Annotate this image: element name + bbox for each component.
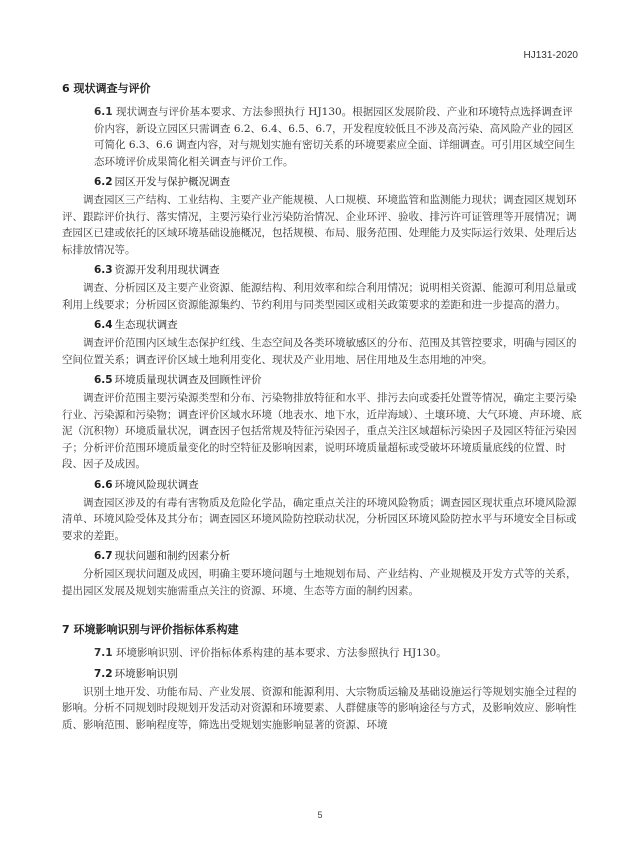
section-6-4-number: 6.4: [94, 319, 113, 331]
section-6-6-heading: [94, 477, 582, 493]
section-6-1-text: 现状调查与评价基本要求、方法参照执行 HJ130。根据园区发展阶段、产业和环境特点选择调查评价内容，新设立园区只需调查 6.2、6.4、6.5、6.7，开发程度较低且不涉及高污染、高风险产业的园区可简化 6.3、6.6 调查内容，对与规划实施有密切关系的环境要素应全面、详细调查。可引用区域空间生态环境评价成果简化相关调查与评价工作。: [94, 106, 576, 168]
section-6-7-text: 分析园区现状问题及成因，明确主要环境问题与土地规划布局、产业结构、产业规模及开发方式等的关系，提出园区发展及规划实施需重点关注的资源、环境、生态等方面的制约因素。: [62, 568, 577, 597]
section-6-1-paragraph: [94, 104, 582, 170]
section-7-2-title: 环境影响识别: [114, 667, 178, 680]
section-7-1-text: 环境影响识别、评价指标体系构建的基本要求、方法参照执行 HJ130。: [115, 647, 447, 659]
section-7-1-number: 7.1: [94, 647, 113, 659]
section-6-5-number: 6.5: [94, 374, 113, 386]
section-6-1-number: 6.1: [94, 106, 113, 118]
section-7-2-number: 7.2: [94, 667, 113, 680]
section-6-heading: 6 现状调查与评价: [62, 82, 151, 95]
section-6-3-title: 资源开发利用现状调查: [114, 264, 220, 276]
section-6-6-number: 6.6: [94, 478, 113, 491]
section-6-2-number: 6.2: [94, 176, 113, 188]
section-6-5-title: 环境质量现状调查及回顾性评价: [114, 374, 262, 386]
section-7-1-paragraph: [94, 645, 582, 662]
section-6-7-number: 6.7: [94, 550, 113, 562]
section-6-3-text: 调查、分析园区及主要产业资源、能源结构、利用效率和综合利用情况；说明相关资源、能源可利用总量或利用上线要求；分析园区资源能源集约、节约利用与同类型园区或相关政策要求的差距和进一步提高的潜力。: [62, 282, 577, 311]
section-6-3-number: 6.3: [94, 264, 113, 276]
section-6-4-heading: [94, 317, 582, 333]
section-6-2-title: 园区开发与保护概况调查: [114, 176, 231, 188]
section-6-7-heading: [94, 548, 582, 564]
section-6-6-text: 调查园区涉及的有毒有害物质及危险化学品，确定重点关注的环境风险物质；调查园区现状重点环境风险源清单、环境风险受体及其分布；调查园区环境风险防控联动状况，分析园区环境风险防控水平与环境安全目标或要求的差距。: [62, 496, 577, 542]
standard-code: HJ131-2020: [523, 50, 578, 61]
section-7-2-text: 识别土地开发、功能布局、产业发展、资源和能源利用、大宗物质运输及基础设施运行等规划实施全过程的影响。分析不同规划时段规划开发活动对资源和环境要素、人群健康等的影响途径与方式，及影响效应、影响性质、影响范围、影响程度等，筛选出受规划实施影响显著的资源、环境: [62, 685, 577, 731]
section-7-2-heading: [94, 666, 582, 682]
section-6-2-heading: [94, 174, 582, 190]
section-6-2-text: 调查园区三产结构、工业结构、主要产业产能规模、人口规模、环境监管和监测能力现状；调查园区规划环评、跟踪评价执行、落实情况，主要污染行业污染防治情况、企业环评、验收、排污许可证管理等开展情况；调查园区已建或依托的区域环境基础设施概况，包括规模、布局、服务范围、处理能力及实际运行效果、处理后达标排放情况等。: [62, 194, 577, 256]
section-6-4-title: 生态现状调查: [114, 319, 178, 331]
section-6-4-text: 调查评价范围内区域生态保护红线、生态空间及各类环境敏感区的分布、范围及其管控要求，明确与园区的空间位置关系；调查评价区域土地利用变化、现状及产业用地、居住用地及生态用地的冲突。: [62, 337, 577, 366]
section-7-heading: 7 环境影响识别与评价指标体系构建: [62, 623, 239, 636]
section-6-3-heading: [94, 262, 582, 278]
page-number: 5: [317, 810, 323, 820]
section-6-5-text: 调查评价范围主要污染源类型和分布、污染物排放特征和水平、排污去向或委托处置等情况，确定主要污染行业、污染源和污染物；调查评价区域水环境（地表水、地下水，近岸海域）、土壤环境、大气环境、声环境、底泥（沉积物）环境质量状况，调查因子包括常规及特征污染因子，重点关注区域超标污染因子及园区特征污染因子；分析评价范围环境质量变化的时空特征及影响因素，说明环境质量超标或受破坏环境质量底线的位置、时段、因子及成因。: [62, 392, 582, 470]
document-body: [62, 80, 582, 737]
section-6-7-title: 现状问题和制约因素分析: [114, 550, 231, 562]
section-6-5-heading: [94, 372, 582, 388]
section-6-6-title: 环境风险现状调查: [114, 478, 199, 491]
